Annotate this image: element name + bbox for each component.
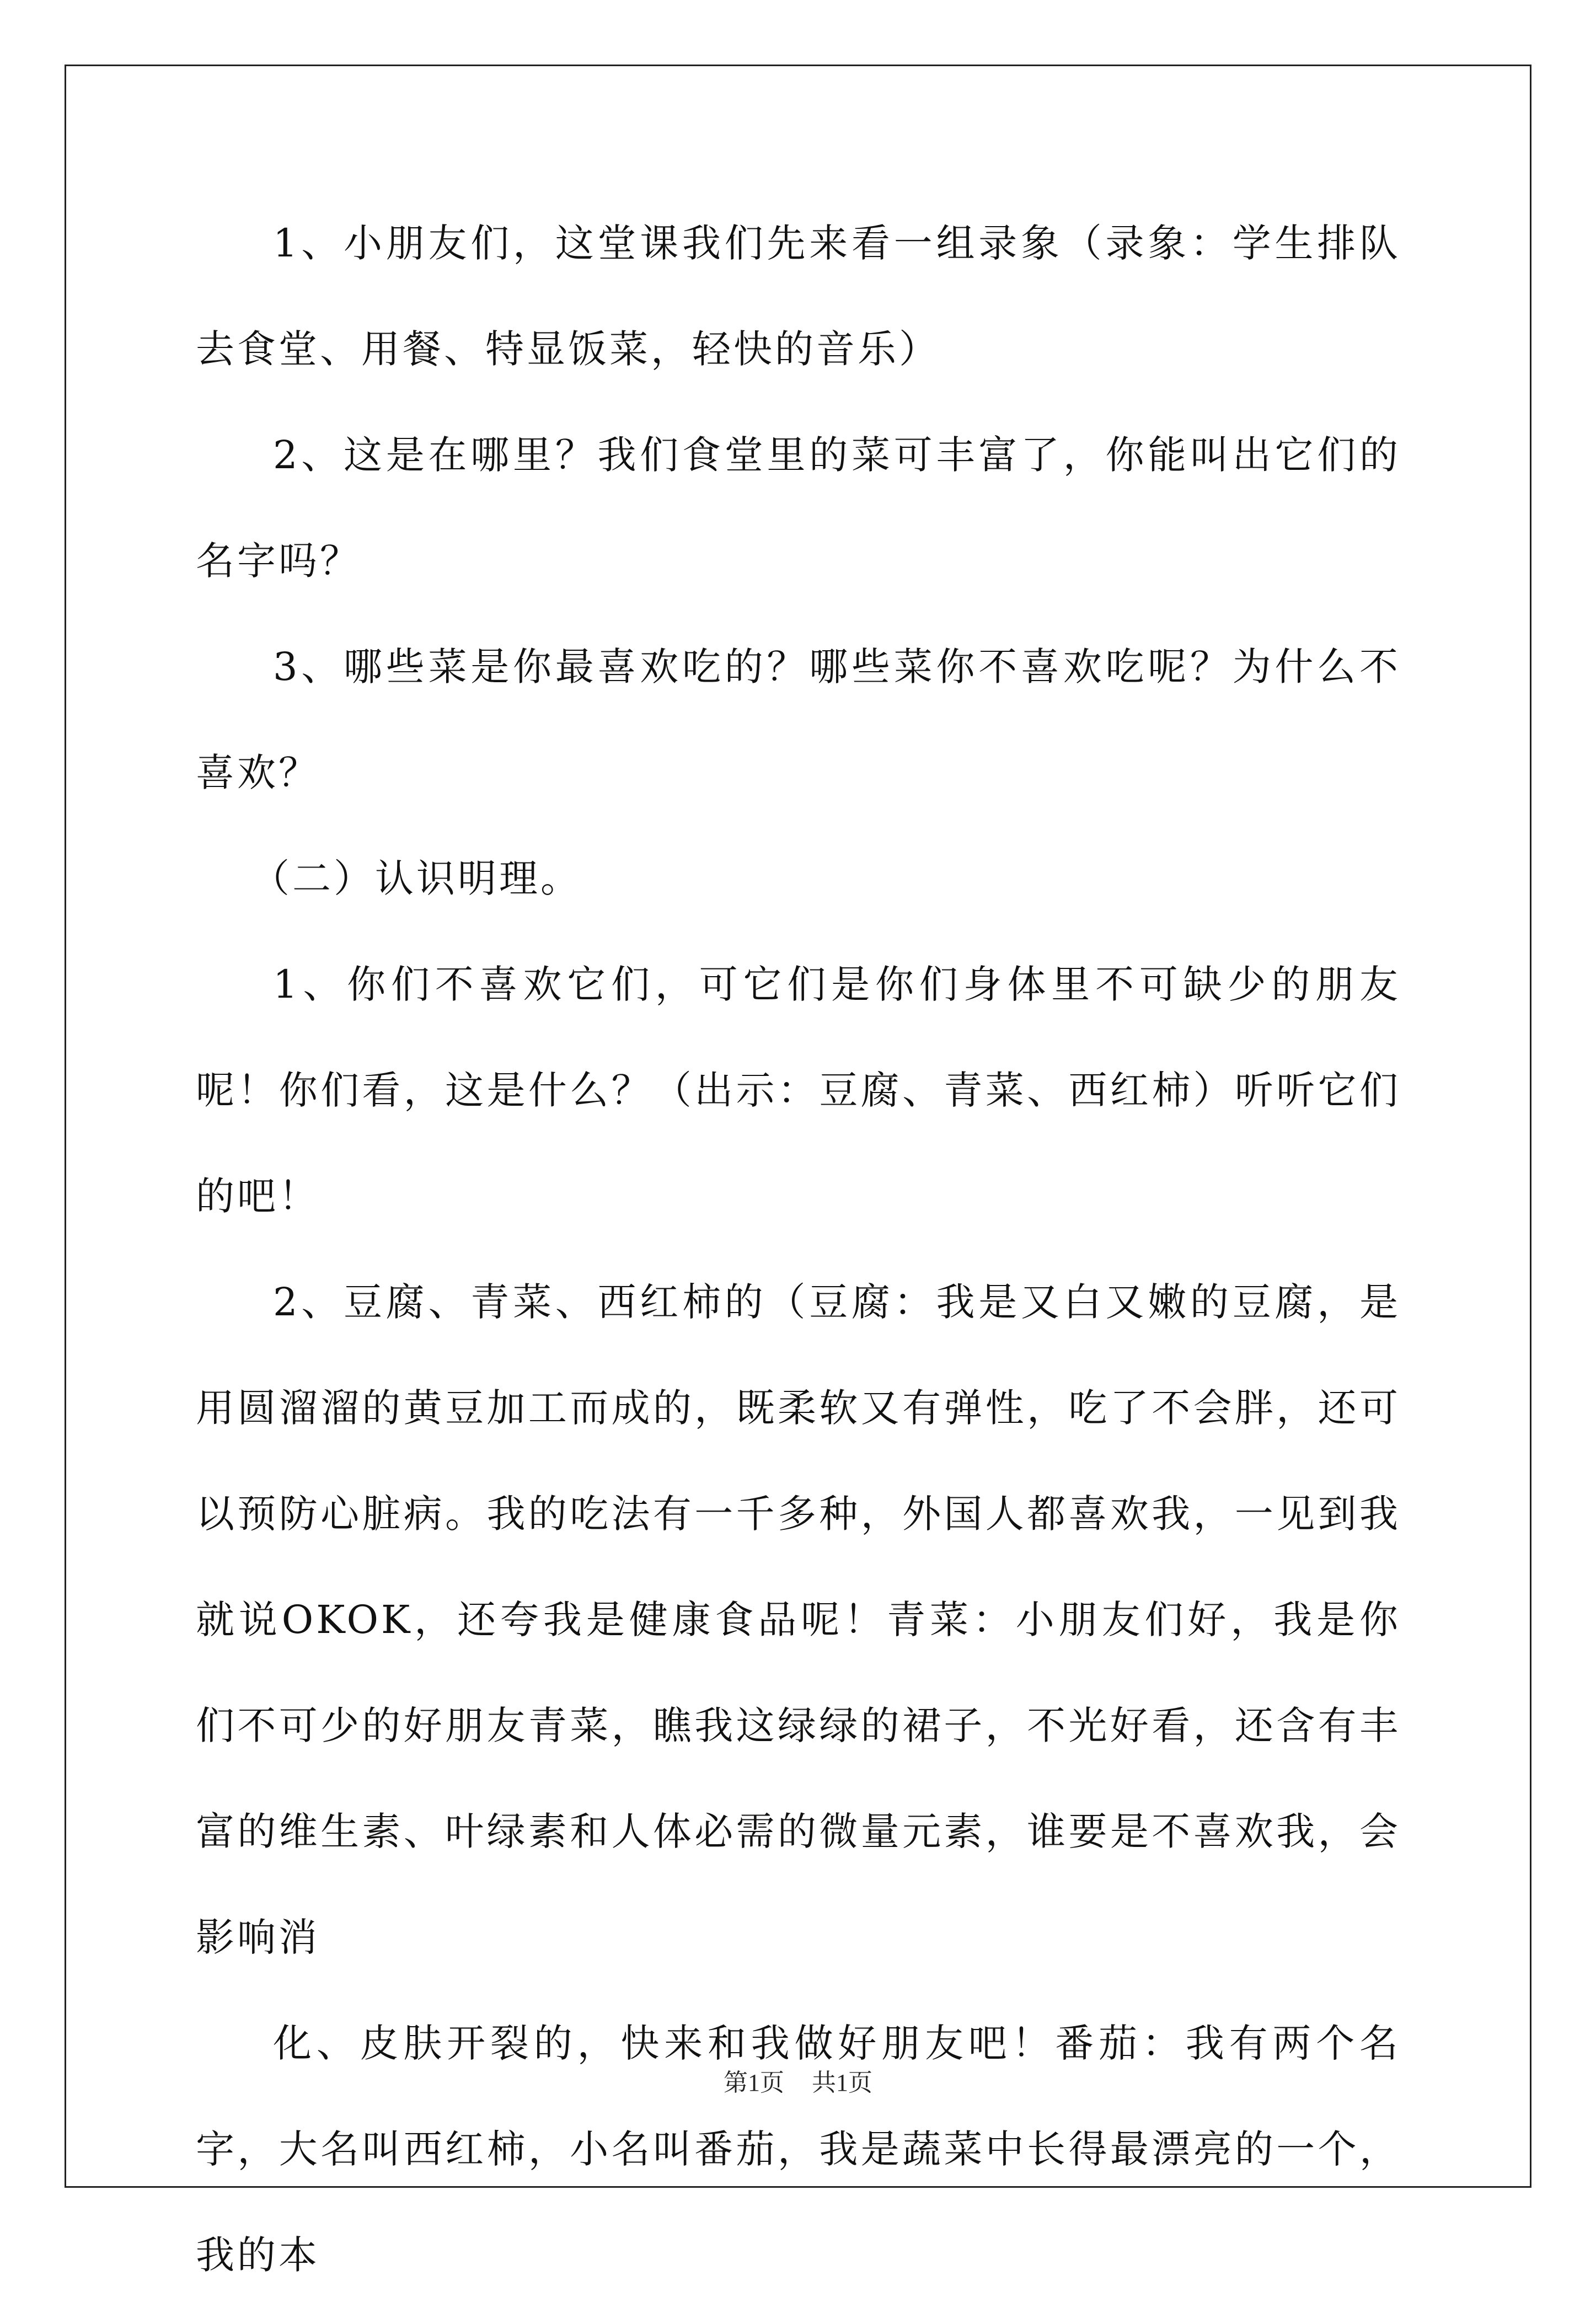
paragraph-5: 2、豆腐、青菜、西红柿的（豆腐：我是又白又嫩的豆腐，是用圆溜溜的黄豆加工而成的，既柔软又有弹性，吃了不会胖，还可以预防心脏病。我的吃法有一千多种，外国人都喜欢我，一见到我就说OKOK，还夸我是健康食品呢！青菜：小朋友们好，我是你们不可少的好朋友青菜，瞧我这绿绿的裙子，不光好看，还含有丰富的维生素、叶绿素和人体必需的微量元素，谁要是不喜欢我，会影响消 xyxy=(196,1279,1401,1960)
paragraph-2: 2、这是在哪里？我们食堂里的菜可丰富了，你能叫出它们的名字吗？ xyxy=(196,432,1401,583)
page-number: 第1页 xyxy=(724,2069,784,2096)
section-heading: （二）认识明理。 xyxy=(251,856,582,901)
paragraph-1: 1、小朋友们，这堂课我们先来看一组录象（录象：学生排队去食堂、用餐、特显饭菜，轻快的音乐） xyxy=(196,221,1401,372)
document-body xyxy=(196,190,1401,2308)
paragraph-3: 3、哪些菜是你最喜欢吃的？哪些菜你不喜欢吃呢？为什么不喜欢？ xyxy=(196,644,1401,795)
paragraph-4: 1、你们不喜欢它们，可它们是你们身体里不可缺少的朋友呢！你们看，这是什么？（出示：豆腐、青菜、西红柿）听听它们的吧！ xyxy=(196,962,1401,1219)
page-total: 共1页 xyxy=(812,2069,872,2096)
page-footer xyxy=(0,2063,1596,2098)
paragraph-6: 化、皮肤开裂的，快来和我做好朋友吧！番茄：我有两个名字，大名叫西红柿，小名叫番茄，我是蔬菜中长得最漂亮的一个，我的本 xyxy=(196,2021,1401,2278)
